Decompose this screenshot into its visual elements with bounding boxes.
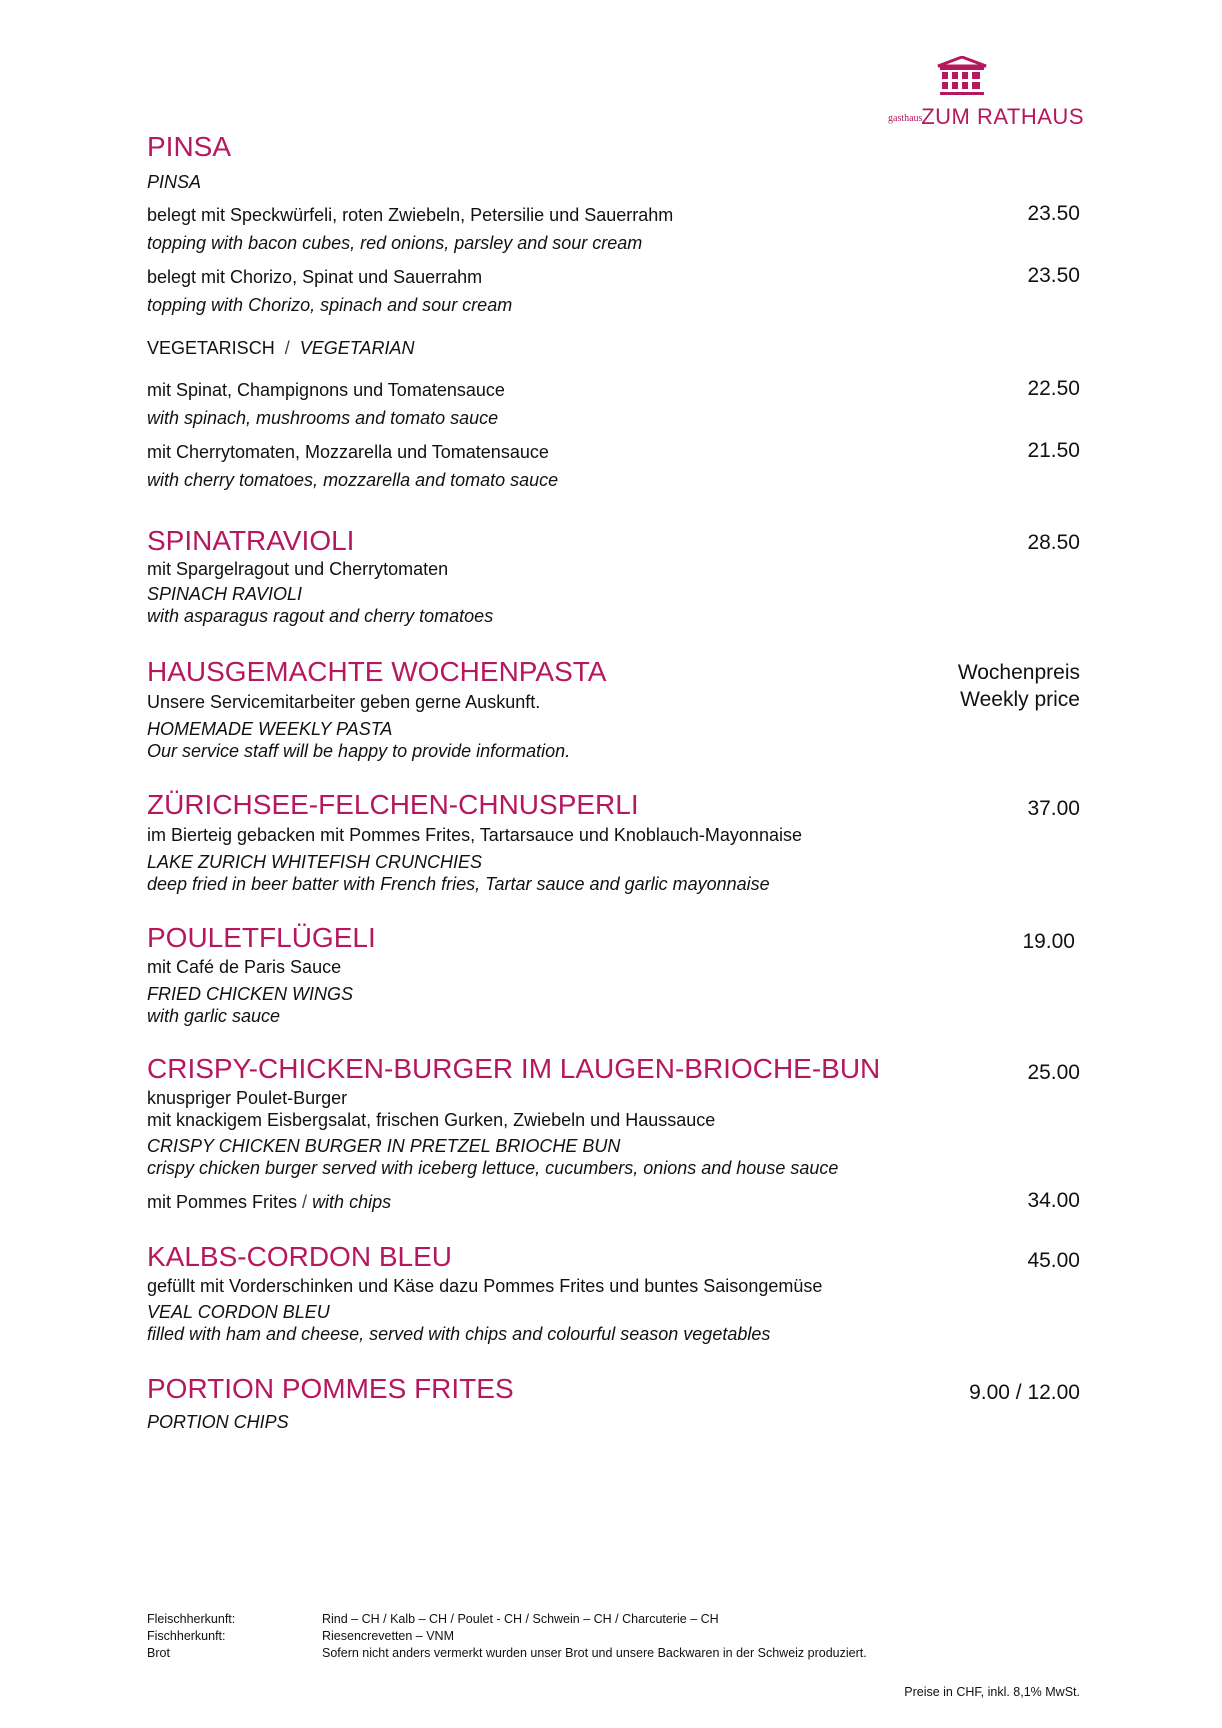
footer-value-bread: Sofern nicht anders vermerkt wurden unser Brot und unsere Backwaren in der Schweiz produziert. xyxy=(322,1646,867,1660)
wings-price: 19.00 xyxy=(1022,930,1075,953)
building-icon xyxy=(934,56,990,100)
logo-small-text: gasthaus xyxy=(888,113,923,124)
felchen-title: ZÜRICHSEE-FELCHEN-CHNUSPERLI xyxy=(147,789,639,820)
restaurant-logo xyxy=(888,56,1084,130)
burger-extra-de: mit Pommes Frites xyxy=(147,1192,298,1212)
ravioli-en: with asparagus ragout and cherry tomatoes xyxy=(147,606,494,626)
vegetarian-de: VEGETARISCH xyxy=(147,338,275,358)
pasta-en-title: HOMEMADE WEEKLY PASTA xyxy=(147,719,393,739)
cordon-title: KALBS-CORDON BLEU xyxy=(147,1241,452,1272)
veg-item-2-price: 21.50 xyxy=(1027,439,1080,462)
vegetarian-heading xyxy=(147,337,414,359)
felchen-price: 37.00 xyxy=(1027,797,1080,820)
veg-item-2-de: mit Cherrytomaten, Mozzarella und Tomatensauce xyxy=(147,442,549,462)
felchen-en-title: LAKE ZURICH WHITEFISH CRUNCHIES xyxy=(147,852,483,872)
pinsa-item-2-price: 23.50 xyxy=(1027,264,1080,287)
logo-name: ZUM RATHAUS xyxy=(921,104,1084,129)
vegetarian-en: VEGETARIAN xyxy=(299,338,415,358)
pinsa-item-2-de: belegt mit Chorizo, Spinat und Sauerrahm xyxy=(147,267,483,287)
burger-with-chips xyxy=(147,1191,391,1213)
pinsa-subtitle: PINSA xyxy=(147,172,202,192)
footer-prices-note: Preise in CHF, inkl. 8,1% MwSt. xyxy=(904,1685,1080,1699)
ravioli-de: mit Spargelragout und Cherrytomaten xyxy=(147,559,449,579)
burger-de-2: mit knackigem Eisbergsalat, frischen Gurken, Zwiebeln und Haussauce xyxy=(147,1110,716,1130)
ravioli-title: SPINATRAVIOLI xyxy=(147,525,355,556)
fries-title: PORTION POMMES FRITES xyxy=(147,1373,514,1404)
veg-item-1-price: 22.50 xyxy=(1027,377,1080,400)
pasta-price-de: Wochenpreis xyxy=(957,661,1080,684)
cordon-en: filled with ham and cheese, served with chips and colourful season vegetables xyxy=(147,1324,771,1344)
burger-en-title: CRISPY CHICKEN BURGER IN PRETZEL BRIOCHE BUN xyxy=(147,1136,621,1156)
cordon-price: 45.00 xyxy=(1027,1249,1080,1272)
pinsa-item-1-de: belegt mit Speckwürfeli, roten Zwiebeln, Petersilie und Sauerrahm xyxy=(147,205,674,225)
fries-price: 9.00 / 12.00 xyxy=(969,1381,1080,1404)
burger-extra-en: with chips xyxy=(312,1192,392,1212)
veg-item-2-en: with cherry tomatoes, mozzarella and tomato sauce xyxy=(147,470,559,490)
footer-label-bread: Brot xyxy=(147,1646,170,1660)
pasta-title: HAUSGEMACHTE WOCHENPASTA xyxy=(147,656,607,687)
burger-title: CRISPY-CHICKEN-BURGER IM LAUGEN-BRIOCHE-BUN xyxy=(147,1053,881,1084)
footer-value-meat: Rind – CH / Kalb – CH / Poulet - CH / Schwein – CH / Charcuterie – CH xyxy=(322,1612,719,1626)
footer-value-fish: Riesencrevetten – VNM xyxy=(322,1629,455,1643)
burger-extra-price: 34.00 xyxy=(1027,1189,1080,1212)
footer-label-meat: Fleischherkunft: xyxy=(147,1612,236,1626)
pasta-de: Unsere Servicemitarbeiter geben gerne Auskunft. xyxy=(147,692,541,712)
felchen-en: deep fried in beer batter with French fries, Tartar sauce and garlic mayonnaise xyxy=(147,874,770,894)
pinsa-item-2-en: topping with Chorizo, spinach and sour cream xyxy=(147,295,513,315)
pinsa-title: PINSA xyxy=(147,131,232,162)
burger-extra-separator: / xyxy=(302,1192,308,1212)
footer-label-fish: Fischherkunft: xyxy=(147,1629,226,1643)
cordon-en-title: VEAL CORDON BLEU xyxy=(147,1302,330,1322)
burger-de-1: knuspriger Poulet-Burger xyxy=(147,1088,348,1108)
cordon-de: gefüllt mit Vorderschinken und Käse dazu Pommes Frites und buntes Saisongemüse xyxy=(147,1276,823,1296)
fries-en-title: PORTION CHIPS xyxy=(147,1412,289,1432)
felchen-de: im Bierteig gebacken mit Pommes Frites, Tartarsauce und Knoblauch-Mayonnaise xyxy=(147,825,802,845)
pinsa-item-1-en: topping with bacon cubes, red onions, parsley and sour cream xyxy=(147,233,643,253)
burger-price: 25.00 xyxy=(1027,1061,1080,1084)
veg-item-1-en: with spinach, mushrooms and tomato sauce xyxy=(147,408,499,428)
wings-title: POULETFLÜGELI xyxy=(147,922,376,953)
burger-en: crispy chicken burger served with iceberg lettuce, cucumbers, onions and house sauce xyxy=(147,1158,839,1178)
ravioli-en-title: SPINACH RAVIOLI xyxy=(147,584,303,604)
vegetarian-separator: / xyxy=(284,338,290,358)
pasta-price-en: Weekly price xyxy=(960,688,1080,711)
ravioli-price: 28.50 xyxy=(1027,531,1080,554)
wings-de: mit Café de Paris Sauce xyxy=(147,957,342,977)
veg-item-1-de: mit Spinat, Champignons und Tomatensauce xyxy=(147,380,505,400)
wings-en-title: FRIED CHICKEN WINGS xyxy=(147,984,354,1004)
pasta-en: Our service staff will be happy to provide information. xyxy=(147,741,571,761)
wings-en: with garlic sauce xyxy=(147,1006,281,1026)
pinsa-item-1-price: 23.50 xyxy=(1027,202,1080,225)
